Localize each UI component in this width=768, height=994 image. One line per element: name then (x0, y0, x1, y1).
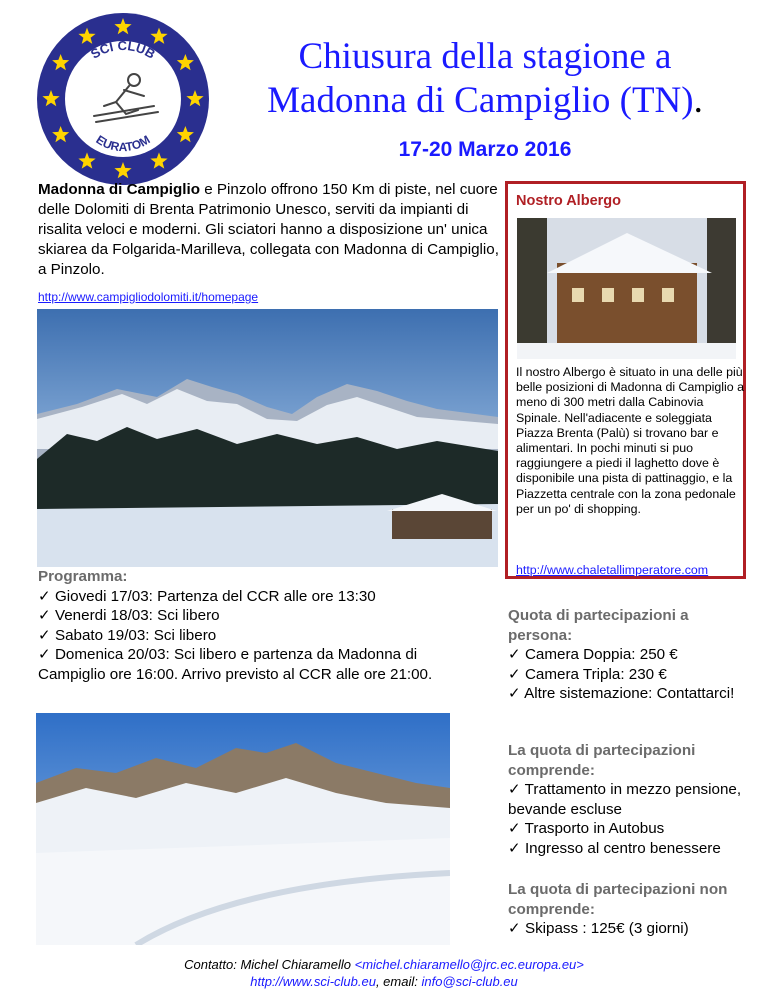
quota-heading: Quota di partecipazioni a persona: (508, 607, 689, 644)
email-prefix: , email: (375, 974, 422, 989)
quota-item: ✓ Altre sistemazione: Contattarci! (508, 685, 735, 702)
page-title (215, 35, 755, 123)
comprende-item: ✓ Ingresso al centro benessere (508, 839, 721, 857)
non-comprende-heading: La quota di partecipazioni non comprende: (508, 881, 728, 918)
comprende-section (508, 741, 753, 858)
quota-section (508, 606, 753, 704)
programma-item: ✓ Giovedi 17/03: Partenza del CCR alle ore 13:30 (38, 587, 376, 605)
title-line-2 (215, 79, 755, 123)
hotel-title: Nostro Albergo (516, 193, 621, 209)
comprende-item: ✓ Trattamento in mezzo pensione, bevande escluse (508, 781, 742, 818)
quota-item: ✓ Camera Doppia: 250 € (508, 646, 678, 663)
intro-paragraph (38, 180, 500, 280)
title-line-2-text: Madonna di Campiglio (TN) (267, 80, 694, 121)
programma-section (38, 567, 458, 684)
non-comprende-item: ✓ Skipass : 125€ (3 giorni) (508, 920, 689, 937)
hotel-photo (517, 218, 736, 359)
quota-item: ✓ Camera Tripla: 230 € (508, 665, 667, 683)
info-email[interactable]: info@sci-club.eu (421, 974, 518, 989)
dolomites-panorama-photo (37, 309, 498, 567)
intro-bold: Madonna di Campiglio (38, 181, 200, 198)
programma-item: ✓ Sabato 19/03: Sci libero (38, 626, 217, 644)
hotel-description: Il nostro Albergo è situato in una delle più belle posizioni di Madonna di Campiglio a meno di 300 metri dalla Cabinovia Spinale. Nell'adiacente e soleggiata Piazza Brenta (Palù) si trovano bar e alimentari. In pochi minuti si puo raggiungere a piedi il laghetto dove è disponibile una pista di pattinaggio, e la Piazzetta centrale con la zona pedonale per un po' di shopping. (516, 365, 744, 516)
website-line (0, 973, 768, 990)
intro-text: e Pinzolo offrono 150 Km di piste, nel cuore delle Dolomiti di Brenta Patrimonio Unesco, serviti da impianti di risalita veloci e moderni. Gli sciatori hanno a disposizione un' unica skiarea da Folgarida-Marilleva, collegata con Madonna di Campiglio, a Pinzolo. (38, 181, 499, 278)
event-dates: 17-20 Marzo 2016 (398, 138, 572, 161)
contact-prefix: Contatto: Michel Chiaramello (184, 957, 355, 972)
sci-club-logo (34, 10, 212, 188)
comprende-heading: La quota di partecipazioni comprende: (508, 742, 696, 779)
programma-heading: Programma: (38, 568, 128, 585)
comprende-item: ✓ Trasporto in Autobus (508, 820, 665, 837)
title-line-1: Chiusura della stagione a (298, 36, 672, 77)
contact-line (0, 956, 768, 973)
logo-top-text: SCI CLUB (87, 37, 158, 62)
contact-email[interactable]: <michel.chiaramello@jrc.ec.europa.eu> (354, 957, 584, 972)
ski-slopes-photo (36, 713, 450, 945)
programma-item: ✓ Domenica 20/03: Sci libero e partenza da Madonna di Campiglio ore 16:00. Arrivo previsto al CCR alle ore 21:00. (38, 646, 433, 683)
programma-item: ✓ Venerdi 18/03: Sci libero (38, 607, 220, 624)
hotel-link[interactable]: http://www.chaletallimperatore.com (516, 563, 709, 577)
contact-footer (0, 956, 768, 990)
website-link[interactable]: http://www.sci-club.eu (250, 974, 376, 989)
non-comprende-section (508, 880, 753, 939)
campiglio-link[interactable]: http://www.campigliodolomiti.it/homepage (38, 290, 259, 304)
title-period: . (693, 80, 703, 121)
logo-bottom-text: EURATOM (93, 132, 153, 155)
